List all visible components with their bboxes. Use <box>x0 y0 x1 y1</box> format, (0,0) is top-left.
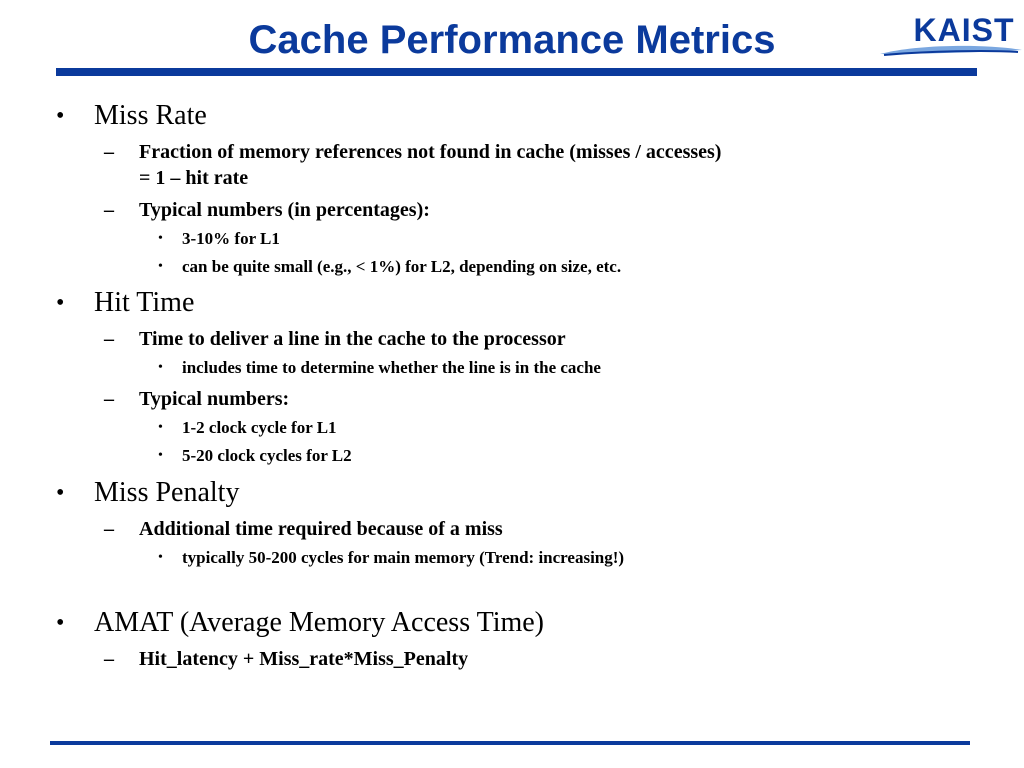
sub-bullet-marker: • <box>158 360 163 375</box>
dash-marker: – <box>104 328 114 350</box>
bullet-marker: • <box>56 480 65 506</box>
miss-rate-typical: Typical numbers (in percentages): <box>139 199 430 221</box>
hit-time-l2-item: 5-20 clock cycles for L2 <box>182 446 352 465</box>
miss-penalty-additional: Additional time required because of a miss <box>139 518 503 540</box>
sub-bullet-marker: • <box>158 448 163 463</box>
miss-penalty-heading: Miss Penalty <box>94 477 240 508</box>
bullet-marker: • <box>56 610 65 636</box>
bullet-marker: • <box>56 290 65 316</box>
hit-time-l1-item: 1-2 clock cycle for L1 <box>182 418 337 437</box>
amat-heading: AMAT (Average Memory Access Time) <box>94 607 545 638</box>
sub-bullet-marker: • <box>158 259 163 274</box>
footer-divider <box>50 741 970 745</box>
sub-bullet-marker: • <box>158 550 163 565</box>
slide-title: Cache Performance Metrics <box>248 18 776 62</box>
miss-rate-fraction-line2: = 1 – hit rate <box>139 167 249 189</box>
sub-bullet-marker: • <box>158 231 163 246</box>
hit-time-deliver-item: includes time to determine whether the line is in the cache <box>182 358 601 377</box>
sub-bullet-marker: • <box>158 420 163 435</box>
hit-time-typical: Typical numbers: <box>139 388 290 410</box>
miss-rate-heading: Miss Rate <box>94 100 207 131</box>
bullet-marker: • <box>56 103 65 129</box>
amat-formula: Hit_latency + Miss_rate*Miss_Penalty <box>139 648 469 670</box>
dash-marker: – <box>104 648 114 670</box>
dash-marker: – <box>104 141 114 163</box>
hit-time-deliver: Time to deliver a line in the cache to the processor <box>139 328 566 350</box>
dash-marker: – <box>104 518 114 540</box>
miss-rate-l1-item: 3-10% for L1 <box>182 229 280 248</box>
logo-text: KAIST <box>913 12 1015 48</box>
dash-marker: – <box>104 199 114 221</box>
dash-marker: – <box>104 388 114 410</box>
miss-rate-fraction-line1: Fraction of memory references not found in cache (misses / accesses) <box>139 141 722 163</box>
hit-time-heading: Hit Time <box>94 287 195 318</box>
miss-penalty-item: typically 50-200 cycles for main memory (Trend: increasing!) <box>182 548 625 567</box>
miss-rate-l2-item: can be quite small (e.g., < 1%) for L2, depending on size, etc. <box>182 257 622 276</box>
